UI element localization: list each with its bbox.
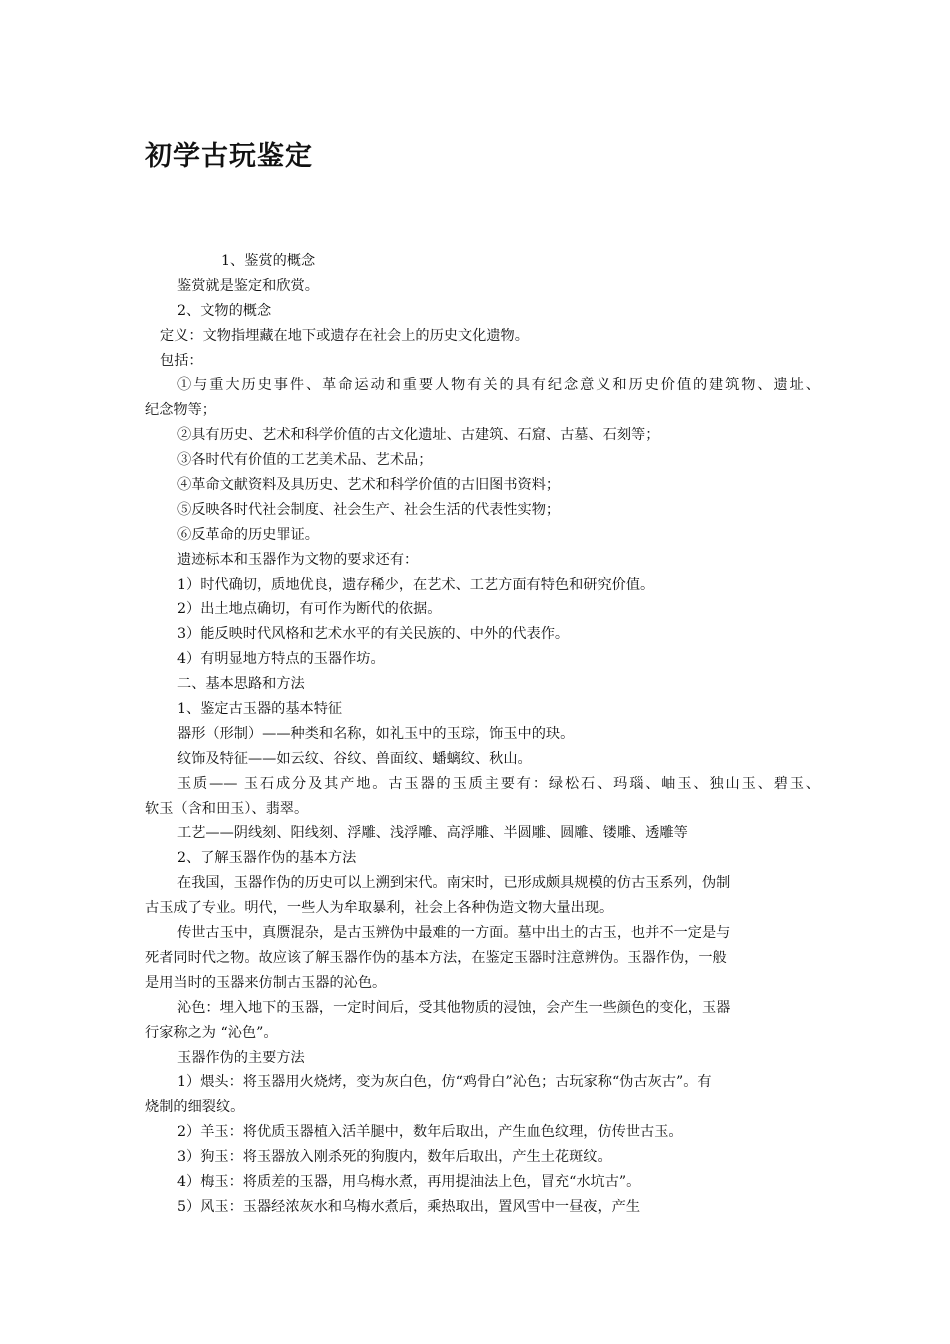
list-item: 1）煨头：将玉器用火烧烤，变为灰白色，仿“鸡骨白”沁色；古玩家称“伪古灰古”。有 — [177, 1074, 712, 1091]
list-item: ⑥反革命的历史罪证。 — [177, 526, 319, 543]
list-item: 2）羊玉：将优质玉器植入活羊腿中，数年后取出，产生血色纹理，仿传世古玉。 — [177, 1124, 683, 1141]
list-item: 2）出土地点确切，有可作为断代的依据。 — [177, 601, 442, 618]
paragraph-line: 鉴赏就是鉴定和欣赏。 — [177, 277, 319, 294]
list-item: ④革命文献资料及具历史、艺术和科学价值的古旧图书资料； — [177, 477, 561, 494]
list-item: 4）梅玉：将质差的玉器，用乌梅水煮，再用提油法上色，冒充“水坑古”。 — [177, 1173, 641, 1190]
page-title: 初学古玩鉴定 — [145, 141, 313, 172]
list-item: 3）狗玉：将玉器放入刚杀死的狗腹内，数年后取出，产生土花斑纹。 — [177, 1149, 612, 1166]
list-item-text: ①与重大历史事件、革命运动和重要人物有关的具有纪念意义和历史价值的建筑物、遗址、 — [177, 377, 820, 394]
paragraph-line: 传世古玉中，真赝混杂，是古玉辨伪中最难的一方面。墓中出土的古玉，也并不一定是与 — [177, 925, 731, 942]
document-body — [145, 249, 820, 1220]
paragraph-continuation: 行家称之为 “沁色”。 — [145, 1024, 278, 1041]
paragraph-continuation: 是用当时的玉器来仿制古玉器的沁色。 — [145, 974, 387, 991]
section-heading: 2、了解玉器作伪的基本方法 — [177, 850, 357, 867]
paragraph-line: 纹饰及特征——如云纹、谷纹、兽面纹、蟠螭纹、秋山。 — [177, 750, 532, 767]
section-heading: 玉器作伪的主要方法 — [177, 1049, 305, 1066]
paragraph-line: 工艺——阴线刻、阳线刻、浮雕、浅浮雕、高浮雕、半圆雕、圆雕、镂雕、透雕等 — [177, 825, 688, 842]
paragraph-line: 遗迹标本和玉器作为文物的要求还有： — [177, 551, 419, 568]
paragraph-continuation: 软玉（含和田玉）、翡翠。 — [145, 800, 309, 817]
paragraph-line: 器形（形制）——种类和名称，如礼玉中的玉琮，饰玉中的玦。 — [177, 725, 575, 742]
list-item: 3）能反映时代风格和艺术水平的有关民族的、中外的代表作。 — [177, 626, 570, 643]
paragraph-line: 在我国，玉器作伪的历史可以上溯到宋代。南宋时，已形成颇具规模的仿古玉系列，伪制 — [177, 875, 731, 892]
paragraph-line: 定义：文物指埋藏在地下或遗存在社会上的历史文化遗物。 — [160, 327, 529, 344]
list-item: 1）时代确切，质地优良，遗存稀少，在艺术、工艺方面有特色和研究价值。 — [177, 576, 655, 593]
list-item: 5）风玉：玉器经浓灰水和乌梅水煮后，乘热取出，置风雪中一昼夜，产生 — [177, 1198, 641, 1215]
list-item: 4）有明显地方特点的玉器作坊。 — [177, 651, 385, 668]
paragraph-text: 玉质—— 玉石成分及其产地。古玉器的玉质主要有：绿松石、玛瑙、岫玉、独山玉、碧玉、 — [177, 775, 820, 792]
list-item: ③各时代有价值的工艺美术品、艺术品； — [177, 452, 433, 469]
section-heading: 二、基本思路和方法 — [177, 676, 305, 693]
list-item-continuation: 烧制的细裂纹。 — [145, 1099, 245, 1116]
paragraph-line: 包括： — [160, 352, 203, 369]
list-item: ②具有历史、艺术和科学价值的古文化遗址、古建筑、石窟、古墓、石刻等； — [177, 427, 660, 444]
section-heading: 2、文物的概念 — [177, 302, 272, 319]
paragraph-line — [145, 772, 820, 797]
section-heading: 1、鉴赏的概念 — [221, 253, 316, 269]
list-item-continuation: 纪念物等； — [145, 402, 216, 419]
list-item: ⑤反映各时代社会制度、社会生产、社会生活的代表性实物； — [177, 501, 561, 518]
list-item — [145, 373, 820, 398]
section-heading: 1、鉴定古玉器的基本特征 — [177, 701, 343, 718]
paragraph-continuation: 死者同时代之物。故应该了解玉器作伪的基本方法，在鉴定玉器时注意辨伪。玉器作伪，一般 — [145, 949, 727, 966]
paragraph-continuation: 古玉成了专业。明代，一些人为牟取暴利，社会上各种伪造文物大量出现。 — [145, 900, 614, 917]
paragraph-line: 沁色：埋入地下的玉器，一定时间后，受其他物质的浸蚀，会产生一些颜色的变化，玉器 — [177, 999, 731, 1016]
